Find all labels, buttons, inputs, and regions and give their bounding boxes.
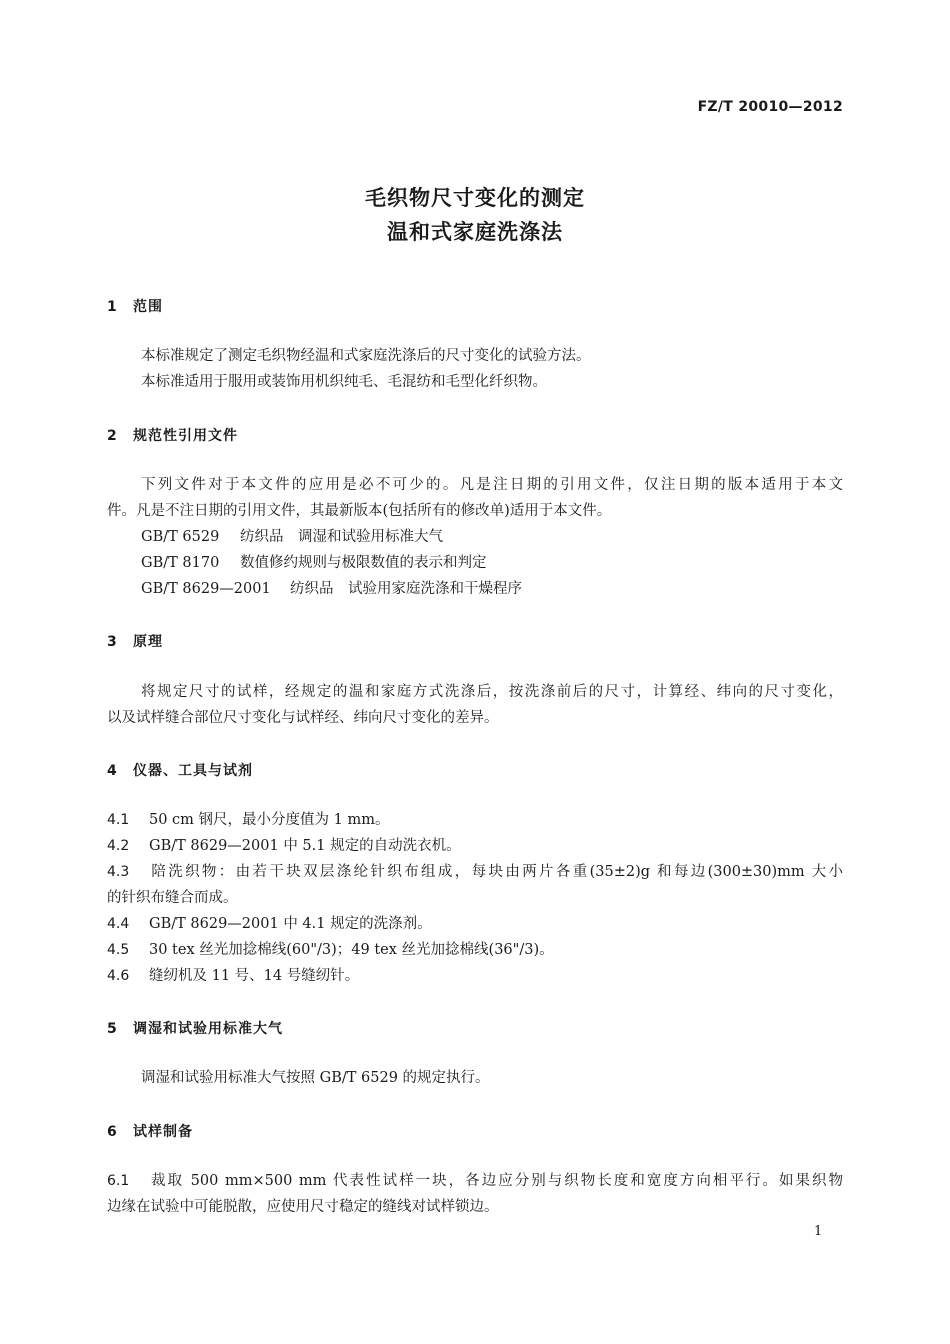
- section-heading-principle: [107, 631, 163, 651]
- reference-item: [141, 553, 487, 573]
- subclause-text: 缝纫机及 11 号、14 号缝纫针。: [149, 968, 360, 984]
- paragraph-line: 将规定尺寸的试样，经规定的温和家庭方式洗涤后，按洗涤前后的尺寸，计算经、纬向的尺寸变化，: [141, 684, 843, 700]
- reference-title: 数值修约规则与极限数值的表示和判定: [240, 555, 487, 571]
- reference-code: GB/T 8629—2001: [141, 581, 271, 597]
- subclause-number: 4.4: [107, 916, 130, 932]
- subclause-number: 4.2: [107, 838, 130, 854]
- reference-item: [141, 527, 443, 547]
- section-number: 2: [107, 428, 118, 444]
- section-heading-atmosphere: [107, 1018, 283, 1038]
- paragraph-line: 件。凡是不注日期的引用文件，其最新版本(包括所有的修改单)适用于本文件。: [107, 503, 612, 519]
- page-number: 1: [814, 1224, 823, 1239]
- subclause-number: 4.1: [107, 812, 130, 828]
- paragraph: 本标准适用于服用或装饰用机织纯毛、毛混纺和毛型化纤织物。: [141, 374, 547, 390]
- section-title: 原理: [133, 634, 163, 650]
- section-heading-specimen-preparation: [107, 1121, 193, 1141]
- subclause-text: 裁取 500 mm×500 mm 代表性试样一块，各边应分别与织物长度和宽度方向相平行。如果织物: [149, 1173, 843, 1189]
- reference-title: 纺织品 试验用家庭洗涤和干燥程序: [290, 581, 522, 597]
- paragraph-line: 下列文件对于本文件的应用是必不可少的。凡是注日期的引用文件，仅注日期的版本适用于本文: [141, 477, 843, 493]
- section-title: 规范性引用文件: [133, 428, 238, 444]
- section-number: 5: [107, 1021, 118, 1037]
- document-title-line2: 温和式家庭洗涤法: [387, 220, 563, 244]
- subclause-text: GB/T 8629—2001 中 4.1 规定的洗涤剂。: [149, 916, 432, 932]
- section-number: 3: [107, 634, 118, 650]
- section-title: 试样制备: [133, 1124, 193, 1140]
- subclause-number: 4.6: [107, 968, 130, 984]
- paragraph: 调湿和试验用标准大气按照 GB/T 6529 的规定执行。: [141, 1070, 490, 1086]
- subclause-item: [107, 1171, 843, 1191]
- section-number: 4: [107, 763, 118, 779]
- subclause-text: 50 cm 钢尺，最小分度值为 1 mm。: [149, 812, 390, 828]
- reference-item: [141, 579, 522, 599]
- subclause-continuation: 的针织布缝合而成。: [107, 890, 238, 906]
- section-title: 范围: [133, 299, 163, 315]
- subclause-text: GB/T 8629—2001 中 5.1 规定的自动洗衣机。: [149, 838, 461, 854]
- subclause-item: [107, 966, 359, 986]
- subclause-text: 陪洗织物：由若干块双层涤纶针织布组成，每块由两片各重(35±2)g 和每边(300±30)mm 大小: [149, 864, 843, 880]
- paragraph-line: 以及试样缝合部位尺寸变化与试样经、纬向尺寸变化的差异。: [107, 710, 499, 726]
- subclause-item: [107, 862, 843, 882]
- section-title: 调湿和试验用标准大气: [133, 1021, 283, 1037]
- reference-code: GB/T 6529: [141, 529, 220, 545]
- reference-title: 纺织品 调湿和试验用标准大气: [240, 529, 443, 545]
- subclause-item: [107, 810, 389, 830]
- subclause-continuation: 边缘在试验中可能脱散，应使用尺寸稳定的缝线对试样锁边。: [107, 1199, 499, 1215]
- section-heading-scope: [107, 296, 163, 316]
- subclause-text: 30 tex 丝光加捻棉线(60"/3)；49 tex 丝光加捻棉线(36"/3)。: [149, 942, 554, 958]
- subclause-number: 6.1: [107, 1173, 130, 1189]
- subclause-number: 4.3: [107, 864, 130, 880]
- subclause-item: [107, 914, 432, 934]
- section-heading-normative-references: [107, 425, 238, 445]
- section-heading-apparatus: [107, 760, 253, 780]
- section-title: 仪器、工具与试剂: [133, 763, 253, 779]
- document-title-line1: 毛织物尺寸变化的测定: [365, 186, 585, 210]
- subclause-number: 4.5: [107, 942, 130, 958]
- section-number: 1: [107, 299, 118, 315]
- section-number: 6: [107, 1124, 118, 1140]
- subclause-item: [107, 836, 461, 856]
- subclause-item: [107, 940, 554, 960]
- standard-code: FZ/T 20010—2012: [697, 99, 843, 115]
- reference-code: GB/T 8170: [141, 555, 220, 571]
- paragraph: 本标准规定了测定毛织物经温和式家庭洗涤后的尺寸变化的试验方法。: [141, 348, 591, 364]
